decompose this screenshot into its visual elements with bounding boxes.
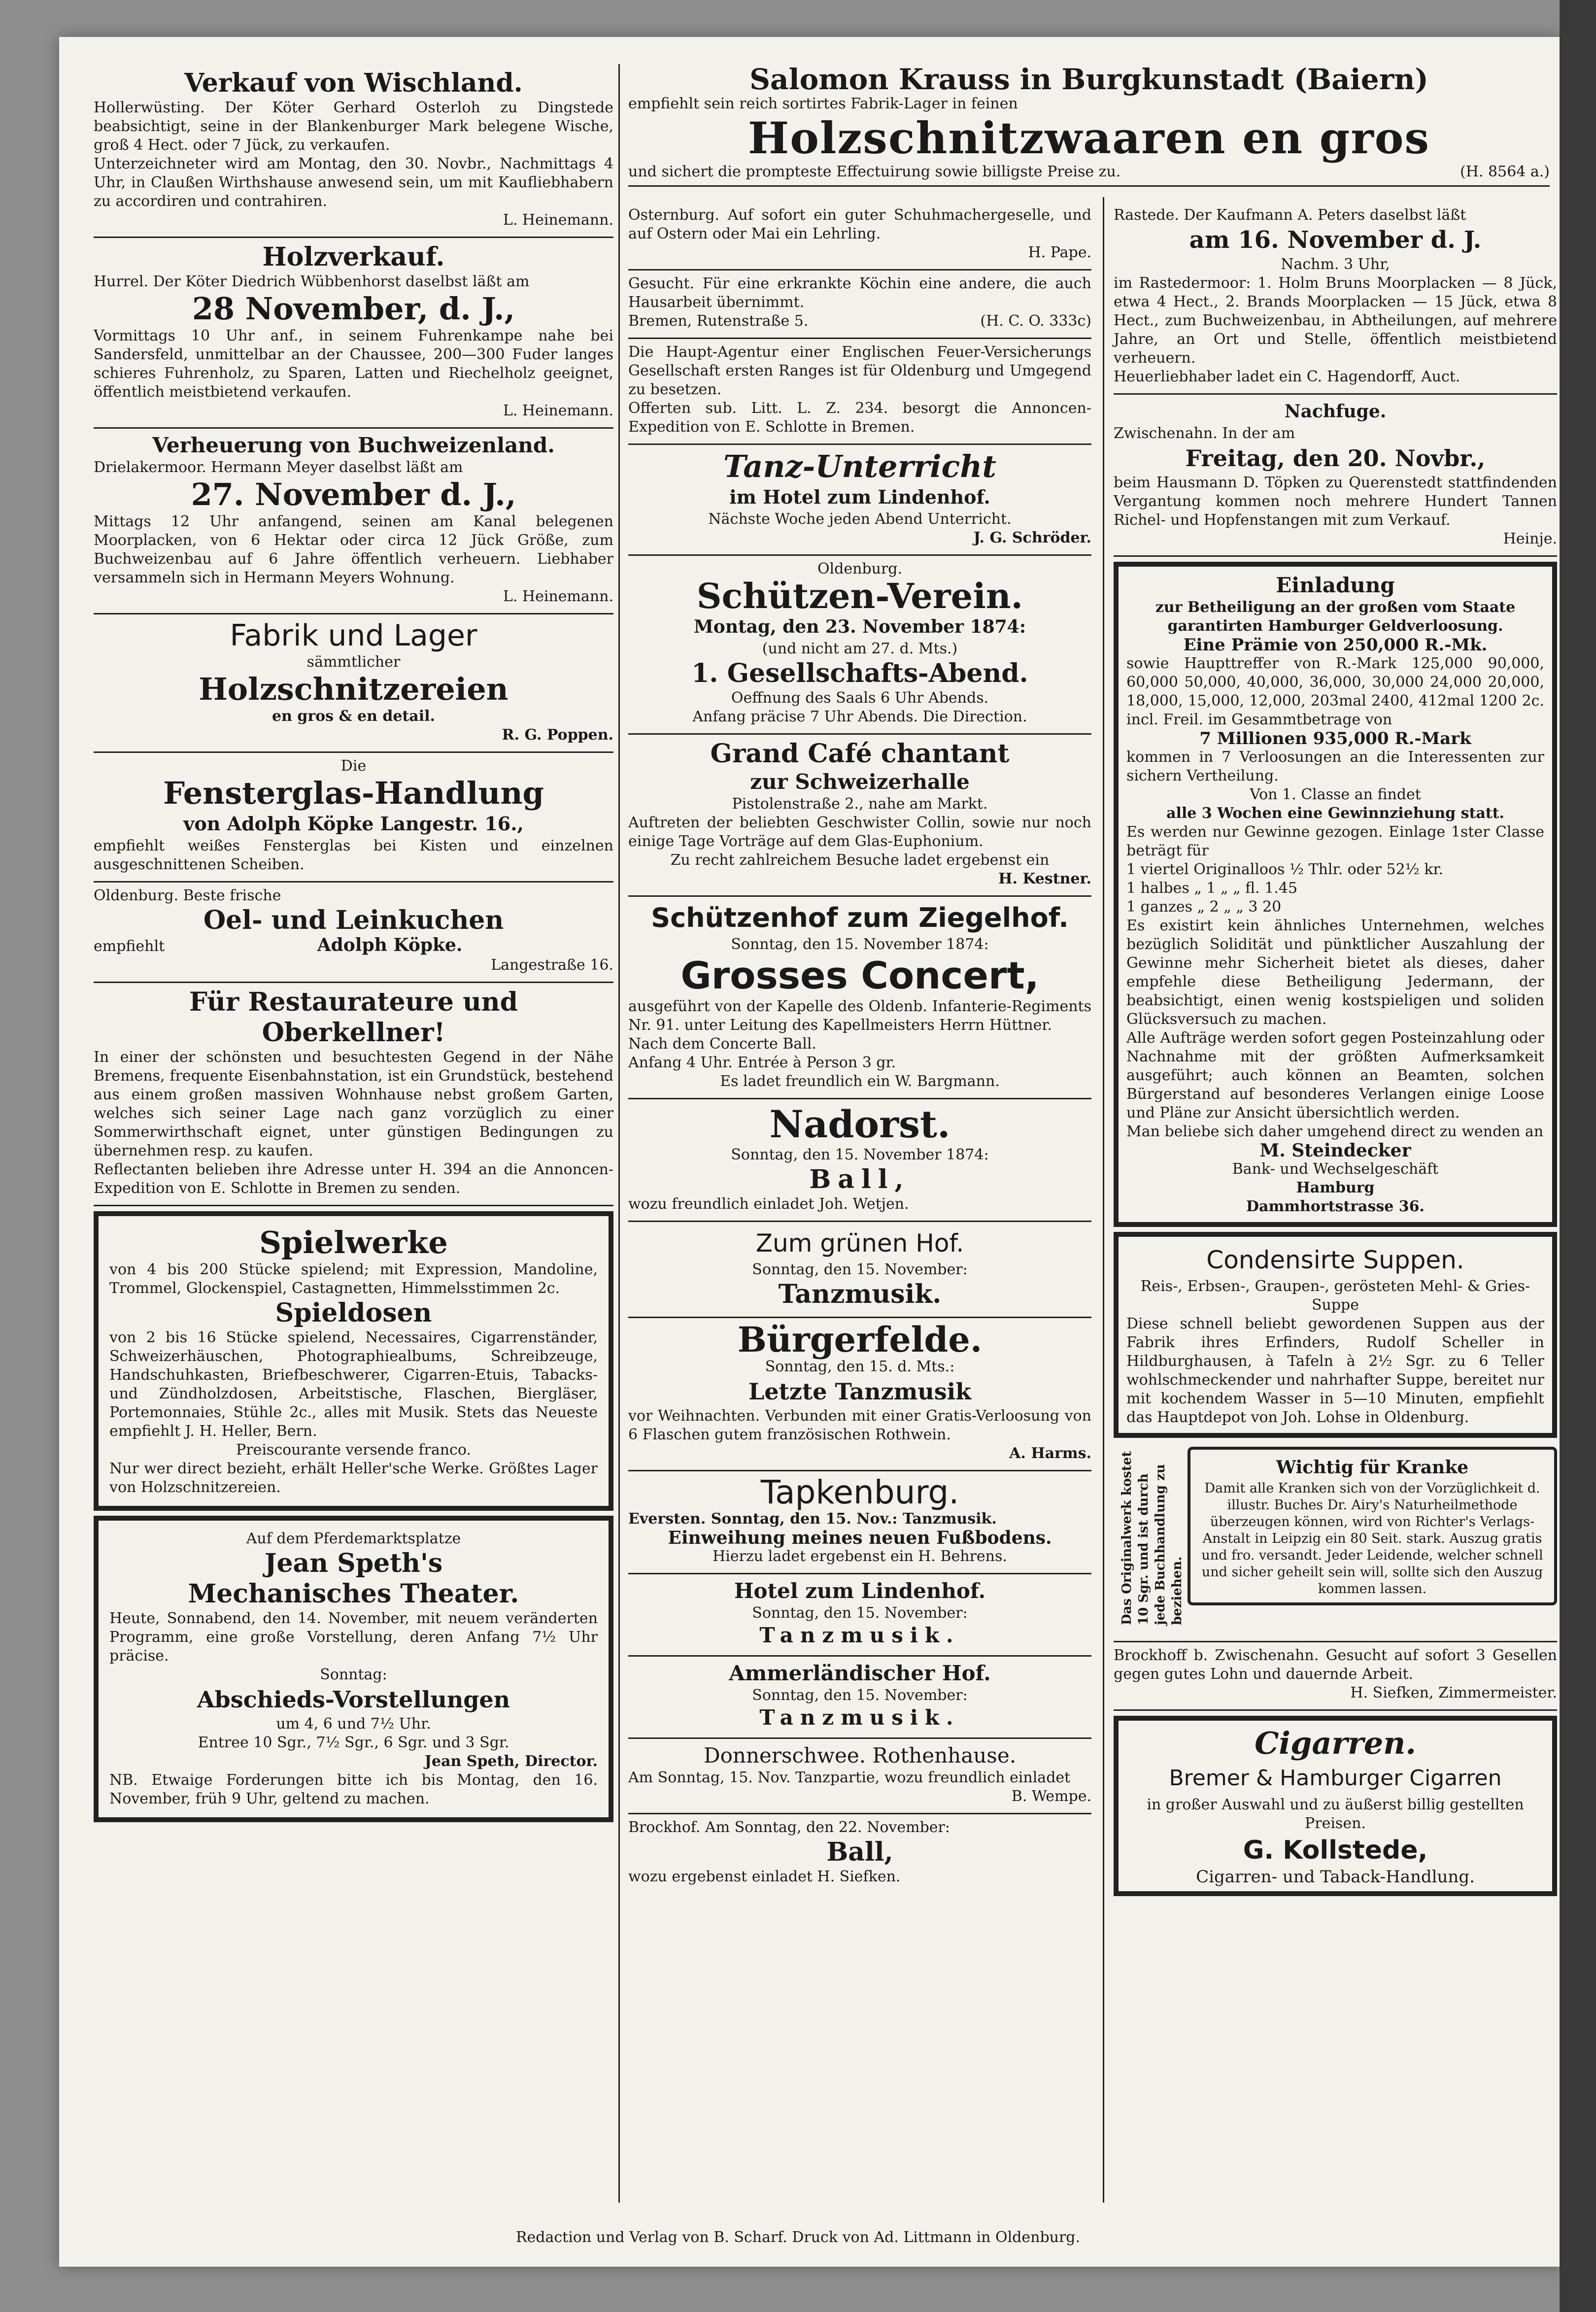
ad-title: Fensterglas-Handlung (163, 775, 544, 811)
ad-body: In einer der schönsten und besuchtesten Gegend in der Nähe Bremens, frequente Eisenbahnstation, ist ein Grundstück, bestehend aus einem großen massiven Wohnhause nebst großem Garten, welches sich seiner Lage nach ganz vorzüglich zu einer Sommerwirthschaft eignet, unter günstigen Bedingungen zu übernehmen resp. zu kaufen. (94, 1049, 613, 1159)
ad-title: Donnerschwee. Rothenhause. (703, 1743, 1017, 1768)
ad-speth-theater (94, 1516, 613, 1822)
ad-body: im Rastedermoor: 1. Holm Bruns Moorplacken — 8 Jück, etwa 4 Hect., 2. Brands Moorplacken — 15 Jück, etwa 8 Hect., zum Buchweizenbau, in Abtheilungen, auf mehrere Jahre, an Ort und Stelle, öffentlich meistbietend verheuern. (1114, 274, 1557, 367)
ad-title: Holzverkauf. (262, 242, 445, 272)
column-divider (618, 64, 620, 2203)
ad-signature: Heinje. (1503, 530, 1557, 547)
ad-body: Die (340, 757, 367, 775)
side-note (1114, 1448, 1183, 1625)
ad-highlight: alle 3 Wochen eine Gewinnziehung statt. (1166, 805, 1504, 822)
ad-title: Nadorst. (769, 1102, 951, 1146)
ad-body: Die Haupt-Agentur einer Englischen Feuer-Versicherungs Gesellschaft ersten Ranges ist für Oldenburg und Umgegend zu besetzen. (628, 343, 1091, 398)
ad-buergerfelde (628, 1318, 1091, 1471)
ad-headline: Holzschnitzereien (199, 671, 509, 707)
ad-title: Nachfuge. (1284, 401, 1387, 422)
ad-headline: Ball, (809, 1164, 911, 1194)
ad-headline: Ball, (826, 1837, 893, 1867)
ad-gruener-hof (628, 1222, 1091, 1318)
ad-signature: J. G. Schröder. (973, 529, 1091, 546)
ad-body: Auftreten der beliebten Geschwister Collin, sowie nur noch einige Tage Vorträge auf dem Glas-Euphonium. (628, 814, 1091, 850)
ad-restaurateure (94, 983, 613, 1206)
ad-title: Ammerländischer Hof. (729, 1661, 991, 1685)
ad-body: Reflectanten belieben ihre Adresse unter H. 394 an die Annoncen-Expedition von E. Schlotte in Bremen zu senden. (94, 1161, 613, 1197)
ad-signature: wozu freundlich einladet Joh. Wetjen. (628, 1195, 909, 1213)
imprint-footer: Redaction und Verlag von B. Scharf. Druck von Ad. Littmann in Oldenburg. (515, 2229, 1081, 2246)
ad-ammerlaendischer-hof (628, 1657, 1091, 1739)
ad-headline: Tanzmusik. (778, 1279, 942, 1309)
ad-headline: Abschieds-Vorstellungen (197, 1686, 510, 1713)
ad-title: Zum grünen Hof. (755, 1229, 964, 1258)
ad-date: am 16. November d. J. (1189, 226, 1482, 254)
ad-body: ausgeführt von der Kapelle des Oldenb. Infanterie-Regiments Nr. 91. unter Leitung des Kapellmeisters Herrn Hüttner. (628, 998, 1091, 1034)
ad-subtitle: Reis-, Erbsen-, Graupen-, gerösteten Mehl- & Gries-Suppe (1140, 1278, 1530, 1314)
ad-title: Schützen-Verein. (696, 576, 1023, 616)
ad-subtitle: zur Schweizerhalle (750, 770, 970, 794)
ad-highlight: Eine Prämie von 250,000 R.-Mk. (1183, 635, 1488, 655)
ad-title: Jean Speth's (264, 1548, 443, 1578)
ad-headline: Letzte Tanzmusik (748, 1378, 972, 1405)
ad-body: Gesucht. Für eine erkrankte Köchin eine andere, die auch Hausarbeit übernimmt. (628, 275, 1091, 311)
ad-body: en gros & en detail. (272, 708, 435, 725)
ad-suppen (1114, 1232, 1557, 1438)
ad-signature: H. Siefken, Zimmermeister. (1350, 1684, 1557, 1701)
ad-body: Preiscourante versende franco. (236, 1441, 471, 1459)
ad-body: Anfang präcise 7 Uhr Abends. Die Direction. (692, 708, 1027, 725)
ad-headline: 1. Gesellschafts-Abend. (691, 658, 1028, 688)
ad-body: Drielakermoor. Hermann Meyer daselbst läßt am (94, 459, 463, 476)
ad-body: Diese schnell beliebt gewordenen Suppen aus der Fabrik ihres Erfinders, Rudolf Scheller in Hildburghausen, à Tafeln à 2½ Sgr. zu 6 Teller wohlschmeckender und nahrhafter Suppe, bereitet nur mit kochendem Wasser in 5—10 Minuten, empfiehlt das Hauptdepot von Joh. Lohse in Oldenburg. (1126, 1315, 1544, 1426)
ad-date: Montag, den 23. November 1874: (693, 616, 1026, 637)
ad-body: empfiehlt weißes Fensterglas bei Kisten und einzelnen ausgeschnittenen Scheiben. (94, 837, 613, 873)
ad-subtitle: Bremer & Hamburger Cigarren (1169, 1766, 1502, 1791)
ad-signature: H. Kestner. (998, 870, 1091, 887)
ad-signature: B. Wempe. (1011, 1788, 1091, 1805)
ad-title: Fabrik und Lager (230, 618, 477, 653)
column-3 (1114, 202, 1557, 1901)
ad-body: Pistolenstraße 2., nahe am Markt. (732, 795, 988, 813)
ad-nachfuge (1114, 395, 1557, 557)
ad-body: in großer Auswahl und zu äußerst billig gestellten Preisen. (1147, 1796, 1524, 1832)
ad-date: Sonntag, den 15. November: (752, 1604, 968, 1622)
ad-body: Vormittags 10 Uhr anf., in seinem Fuhrenkampe nahe bei Sandersfeld, unmittelbar an der Chaussee, 200—300 Fuder langes schieres Fuhrenholz, zu Sparen, Latten und Riechelholz geeignet, öffentlich meistbietend verkaufen. (94, 327, 613, 401)
ad-signature: R. G. Poppen. (502, 726, 613, 744)
ad-body: Oldenburg. (817, 560, 903, 578)
ad-title: Wichtig für Kranke (1276, 1457, 1469, 1478)
price-row: 1 ganzes „ 2 „ „ 3 20 (1126, 898, 1282, 916)
ad-body: Zwischenahn. In der am (1114, 425, 1295, 442)
ad-signature: Hierzu ladet ergebenst ein H. Behrens. (713, 1548, 1007, 1565)
ad-body: Sonntag: (320, 1666, 387, 1683)
ad-title: Condensirte Suppen. (1206, 1246, 1464, 1274)
ad-highlight: 7 Millionen 935,000 R.-Mark (1199, 729, 1471, 748)
ad-leinkuchen (94, 883, 613, 983)
ad-body: Offerten sub. Litt. L. Z. 234. besorgt die Annoncen-Expedition von E. Schlotte in Bremen. (628, 400, 1091, 436)
ad-cigarren (1114, 1716, 1557, 1896)
ad-nadorst (628, 1099, 1091, 1222)
ad-title: Spielwerke (259, 1224, 448, 1260)
ad-body: um 4, 6 und 7½ Uhr. (276, 1715, 431, 1733)
ad-signature: Hamburg (1296, 1179, 1375, 1196)
ad-rastede (1114, 202, 1557, 395)
ad-date: Sonntag, den 15. November: (752, 1261, 968, 1278)
ad-date: Sonntag, den 15. d. Mts.: (765, 1358, 955, 1375)
ad-body: Unterzeichneter wird am Montag, den 30. Novbr., Nachmittags 4 Uhr, in Claußen Wirthshause anwesend sein, um mit Kaufliebhabern zu accordiren und contrahiren. (94, 155, 613, 210)
ad-text: und sichert die prompteste Effectuirung sowie billigste Preise zu. (628, 163, 1121, 180)
ad-body: Osternburg. Auf sofort ein guter Schuhmachergeselle, und auf Ostern oder Mai ein Lehrling. (628, 206, 1091, 242)
ad-address: Bremen, Rutenstraße 5. (628, 312, 809, 330)
ad-title: Hotel zum Lindenhof. (734, 1579, 986, 1603)
ad-body: Oldenburg. Beste frische (94, 887, 281, 904)
ad-body: Von 1. Classe an findet (1250, 786, 1421, 803)
ad-geldverloosung (1114, 562, 1557, 1227)
column-1 (94, 64, 613, 1827)
ad-title: Verheuerung von Buchweizenland. (152, 433, 555, 457)
ad-title: Tapkenburg. (760, 1473, 959, 1511)
ad-brockhof (628, 1814, 1091, 1893)
wichtig-box (1188, 1447, 1557, 1605)
ad-title: Oel- und Leinkuchen (203, 905, 504, 935)
ad-body (628, 312, 1091, 331)
ad-title: Schützenhof zum Ziegelhof. (651, 902, 1069, 933)
ad-body: von Adolph Köpke Langestr. 16., (183, 813, 524, 835)
ad-brockhoff (1114, 1642, 1557, 1711)
ad-signature: L. Heinemann. (503, 211, 613, 229)
ad-title: Salomon Krauss in Burgkunstadt (Baiern) (749, 63, 1428, 96)
ad-body: vor Weihnachten. Verbunden mit einer Gratis-Verloosung von 6 Flaschen gutem französischen Rothwein. (628, 1407, 1091, 1443)
ad-body: von 2 bis 16 Stücke spielend, Necessaires, Cigarrenständer, Schweizerhäuschen, Photographiealbums, Schreibzeuge, Handschuhkasten, Briefbeschwerer, Cigarren-Etuis, Tabacks- und Zündholzdosen, Arbeitstische, Flaschen, Biergläser, Portemonnaies, Stühle 2c., alles mit Musik. Stets das Neueste empfiehlt J. H. Heller, Bern. (109, 1329, 598, 1440)
ad-body: Brockhoff b. Zwischenahn. Gesucht auf sofort 3 Gesellen gegen gutes Lohn und dauernde Arbeit. (1114, 1647, 1557, 1683)
ad-body: (und nicht am 27. d. Mts.) (762, 640, 958, 657)
scan-edge (1560, 0, 1596, 2312)
ad-body: Brockhof. Am Sonntag, den 22. November: (628, 1819, 950, 1836)
ad-body: Es existirt kein ähnliches Unternehmen, welches bezüglich Solidität und pünktlicher Auszahlung der Gewinne mehr Sicherheit bietet als dieses, daher empfehle diese Betheiligung Jedermann, der beabsichtigt, einen wenig kostspieligen und soliden Glücksversuch zu machen. (1126, 917, 1544, 1028)
ad-signature: H. Pape. (1028, 244, 1091, 261)
ad-agentur (628, 339, 1091, 445)
ad-cafe-chantant (628, 735, 1091, 897)
ad-date: Sonntag, den 15. November: (752, 1687, 968, 1704)
ad-signature: L. Heinemann. (503, 588, 613, 605)
ad-body: Nächste Woche jeden Abend Unterricht. (708, 510, 1012, 528)
ad-signature: wozu ergebenst einladet H. Siefken. (628, 1868, 901, 1885)
ad-body: sowie Haupttreffer von R.-Mark 125,000 90,000, 60,000 50,000, 40,000, 36,000, 30,000 24,000 20,000, 18,000, 15,000, 12,000, 203mal 2400, 412mal 1200 2c. incl. Freil. im Gesammtbetrage von (1126, 655, 1544, 728)
ad-title: Bürgerfelde. (737, 1319, 983, 1360)
ad-body: von 4 bis 200 Stücke spielend; mit Expression, Mandoline, Trommel, Glockenspiel, Castagnetten, Himmelsstimmen 2c. (109, 1261, 598, 1297)
ad-body: Nach dem Concerte Ball. (628, 1035, 816, 1053)
ad-schuetzenverein (628, 556, 1091, 735)
ad-body: Heute, Sonnabend, den 14. November, mit neuem veränderten Programm, eine große Vorstellung, deren Anfang 7½ Uhr präcise. (109, 1610, 598, 1665)
ad-body: Eversten. Sonntag, den 15. Nov.: Tanzmusik. (628, 1510, 997, 1528)
ad-osternburg (628, 202, 1091, 271)
ad-fensterglas (94, 753, 613, 883)
ad-title: Spieldosen (275, 1298, 432, 1328)
ad-signature: A. Harms. (1009, 1445, 1091, 1462)
ad-signature: Dammhortstrasse 36. (1246, 1198, 1425, 1215)
ad-tanzunterricht (628, 445, 1091, 556)
ad-fabrik (94, 614, 613, 753)
ad-headline: Tanzmusik. (759, 1705, 960, 1730)
ad-body (94, 936, 613, 956)
ad-body: im Hotel zum Lindenhof. (729, 486, 990, 508)
ad-body: Man beliebe sich daher umgehend direct zu wenden an (1126, 1123, 1544, 1140)
ad-body: Nachm. 3 Uhr, (1281, 256, 1390, 273)
ad-koechin (628, 271, 1091, 339)
ad-body: Rastede. Der Kaufmann A. Peters daselbst läßt (1114, 206, 1466, 224)
ad-title: Tanz-Unterricht (723, 448, 996, 484)
ad-body: Oeffnung des Saals 6 Uhr Abends. (731, 689, 989, 707)
ad-body: Damit alle Kranken sich von der Vorzüglichkeit d. illustr. Buches Dr. Airy's Naturheilmethode überzeugen können, wird von Richter's Verlags-Anstalt in Leipzig ein 80 Seit. stark. Auszug gratis und fro. versandt. Jeder Leidende, welcher schnell und sicher geheilt sein will, sollte sich den Auszug kommen lassen. (1201, 1481, 1543, 1597)
ad-title: Für Restaurateure und Oberkellner! (189, 987, 518, 1048)
ad-headline: Grosses Concert, (680, 953, 1039, 997)
ad-body: Hurrel. Der Köter Diedrich Wübbenhorst daselbst läßt am (94, 273, 530, 290)
price-row: 1 viertel Originalloos ½ Thlr. oder 52½ kr. (1126, 861, 1444, 878)
ad-body: Anfang 4 Uhr. Entrée à Person 3 gr. (628, 1054, 896, 1071)
ad-body: Einweihung meines neuen Fußbodens. (668, 1528, 1052, 1548)
ad-body: Cigarren- und Taback-Handlung. (1196, 1867, 1475, 1887)
ad-code: (H. C. O. 333c) (980, 312, 1091, 330)
ad-signature: L. Heinemann. (503, 402, 613, 419)
ad-signature: Jean Speth, Director. (424, 1753, 598, 1770)
ad-body: Nur wer direct bezieht, erhält Heller'sche Werke. Größtes Lager von Holzschnitzereien. (109, 1460, 598, 1496)
price-row: 1 halbes „ 1 „ „ fl. 1.45 (1126, 880, 1298, 897)
ad-headline: Tanzmusik. (759, 1623, 960, 1647)
ad-date: Freitag, den 20. Novbr., (1185, 445, 1486, 472)
ad-headline: Holzschnitzwaaren en gros (748, 112, 1430, 164)
ad-address: Langestraße 16. (491, 956, 613, 974)
ad-code: (H. 8564 a.) (1460, 163, 1550, 180)
ad-text: empfiehlt (94, 938, 165, 955)
ad-body: empfiehlt sein reich sortirtes Fabrik-Lager in feinen (628, 95, 1018, 112)
ad-body: sämmtlicher (306, 653, 401, 671)
side-note-text: Das Originalwerk kostet 10 Sgr. und ist durch jede Buchhandlung zu beziehen. (1120, 1451, 1185, 1625)
ad-body: zur Betheiligung an der großen vom Staate garantirten Hamburger Geldverloosung. (1155, 599, 1516, 635)
column-divider (1103, 197, 1104, 2203)
ad-body (628, 163, 1550, 181)
ad-date: Sonntag, den 15. November 1874: (731, 1146, 989, 1163)
ad-body: NB. Etwaige Forderungen bitte ich bis Montag, den 16. November, früh 9 Uhr, geltend zu machen. (109, 1771, 598, 1807)
ad-wischland (94, 64, 613, 238)
ad-date: 27. November d. J., (191, 476, 516, 512)
ad-signature: Es ladet freundlich ein W. Bargmann. (720, 1073, 1000, 1090)
ad-rothenhause (628, 1739, 1091, 1814)
ad-ziegelhof (628, 897, 1091, 1099)
ad-verheuerung (94, 429, 613, 614)
ad-body: Alle Aufträge werden sofort gegen Posteinzahlung oder Nachnahme mit der größten Aufmerksamkeit ausgeführt; auch können an Beamten, solchen Bürgerstand auf besonderes Verlangen einige Loose und Pläne zur Ansicht übersichtlich werden. (1126, 1029, 1544, 1122)
ad-name: G. Kollstede, (1243, 1836, 1428, 1865)
ad-signature: M. Steindecker (1259, 1140, 1411, 1161)
ad-body: kommen in 7 Verloosungen an die Interessenten zur sichern Vertheilung. (1126, 748, 1544, 784)
column-2 (628, 202, 1091, 1893)
ad-name: Adolph Köpke. (317, 935, 463, 955)
ad-spielwerke (94, 1211, 613, 1511)
ad-title: Grand Café chantant (710, 739, 1010, 769)
ad-title: Mechanisches Theater. (188, 1579, 519, 1609)
ad-tapkenburg (628, 1471, 1091, 1574)
ad-krauss (628, 64, 1550, 187)
ad-wichtig-kranke (1114, 1443, 1557, 1642)
ad-body: Mittags 12 Uhr anfangend, seinen am Kanal belegenen Moorplacken, von 6 Hektar oder circa 12 Jück Größe, zum Buchweizenbau auf 6 Jahre öffentlich verheuern. Liebhaber versammeln sich in Hermann Meyers Wohnung. (94, 513, 613, 586)
ad-holzverkauf (94, 238, 613, 429)
ad-body: Entree 10 Sgr., 7½ Sgr., 6 Sgr. und 3 Sgr. (198, 1734, 509, 1751)
ad-lindenhof (628, 1574, 1091, 1657)
ad-body: Zu recht zahlreichem Besuche ladet ergebenst ein (670, 851, 1050, 869)
ad-title: Cigarren. (1255, 1725, 1416, 1761)
ad-title: Einladung (1276, 573, 1395, 597)
ad-signature: Bank- und Wechselgeschäft (1232, 1160, 1439, 1178)
ad-body: Auf dem Pferdemarktsplatze (246, 1530, 461, 1547)
ad-body: Heuerliebhaber ladet ein C. Hagendorff, Auct. (1114, 368, 1460, 385)
ad-date: 28 November, d. J., (192, 291, 515, 327)
ad-date: Sonntag, den 15. November 1874: (731, 936, 989, 953)
ad-body: Es werden nur Gewinne gezogen. Einlage 1ster Classe beträgt für (1126, 823, 1544, 859)
ad-body: Am Sonntag, 15. Nov. Tanzpartie, wozu freundlich einladet (628, 1769, 1071, 1786)
ad-body: Hollerwüsting. Der Köter Gerhard Osterloh zu Dingstede beabsichtigt, seine in der Blankenburger Mark belegene Wische, groß 4 Hect. oder 7 Jück, zu verkaufen. (94, 99, 613, 154)
ad-body: beim Hausmann D. Töpken zu Querenstedt stattfindenden Vergantung kommen noch mehrere Hundert Tannen Richel- und Hopfenstangen mit zum Verkauf. (1114, 474, 1557, 529)
ad-title: Verkauf von Wischland. (184, 68, 523, 98)
